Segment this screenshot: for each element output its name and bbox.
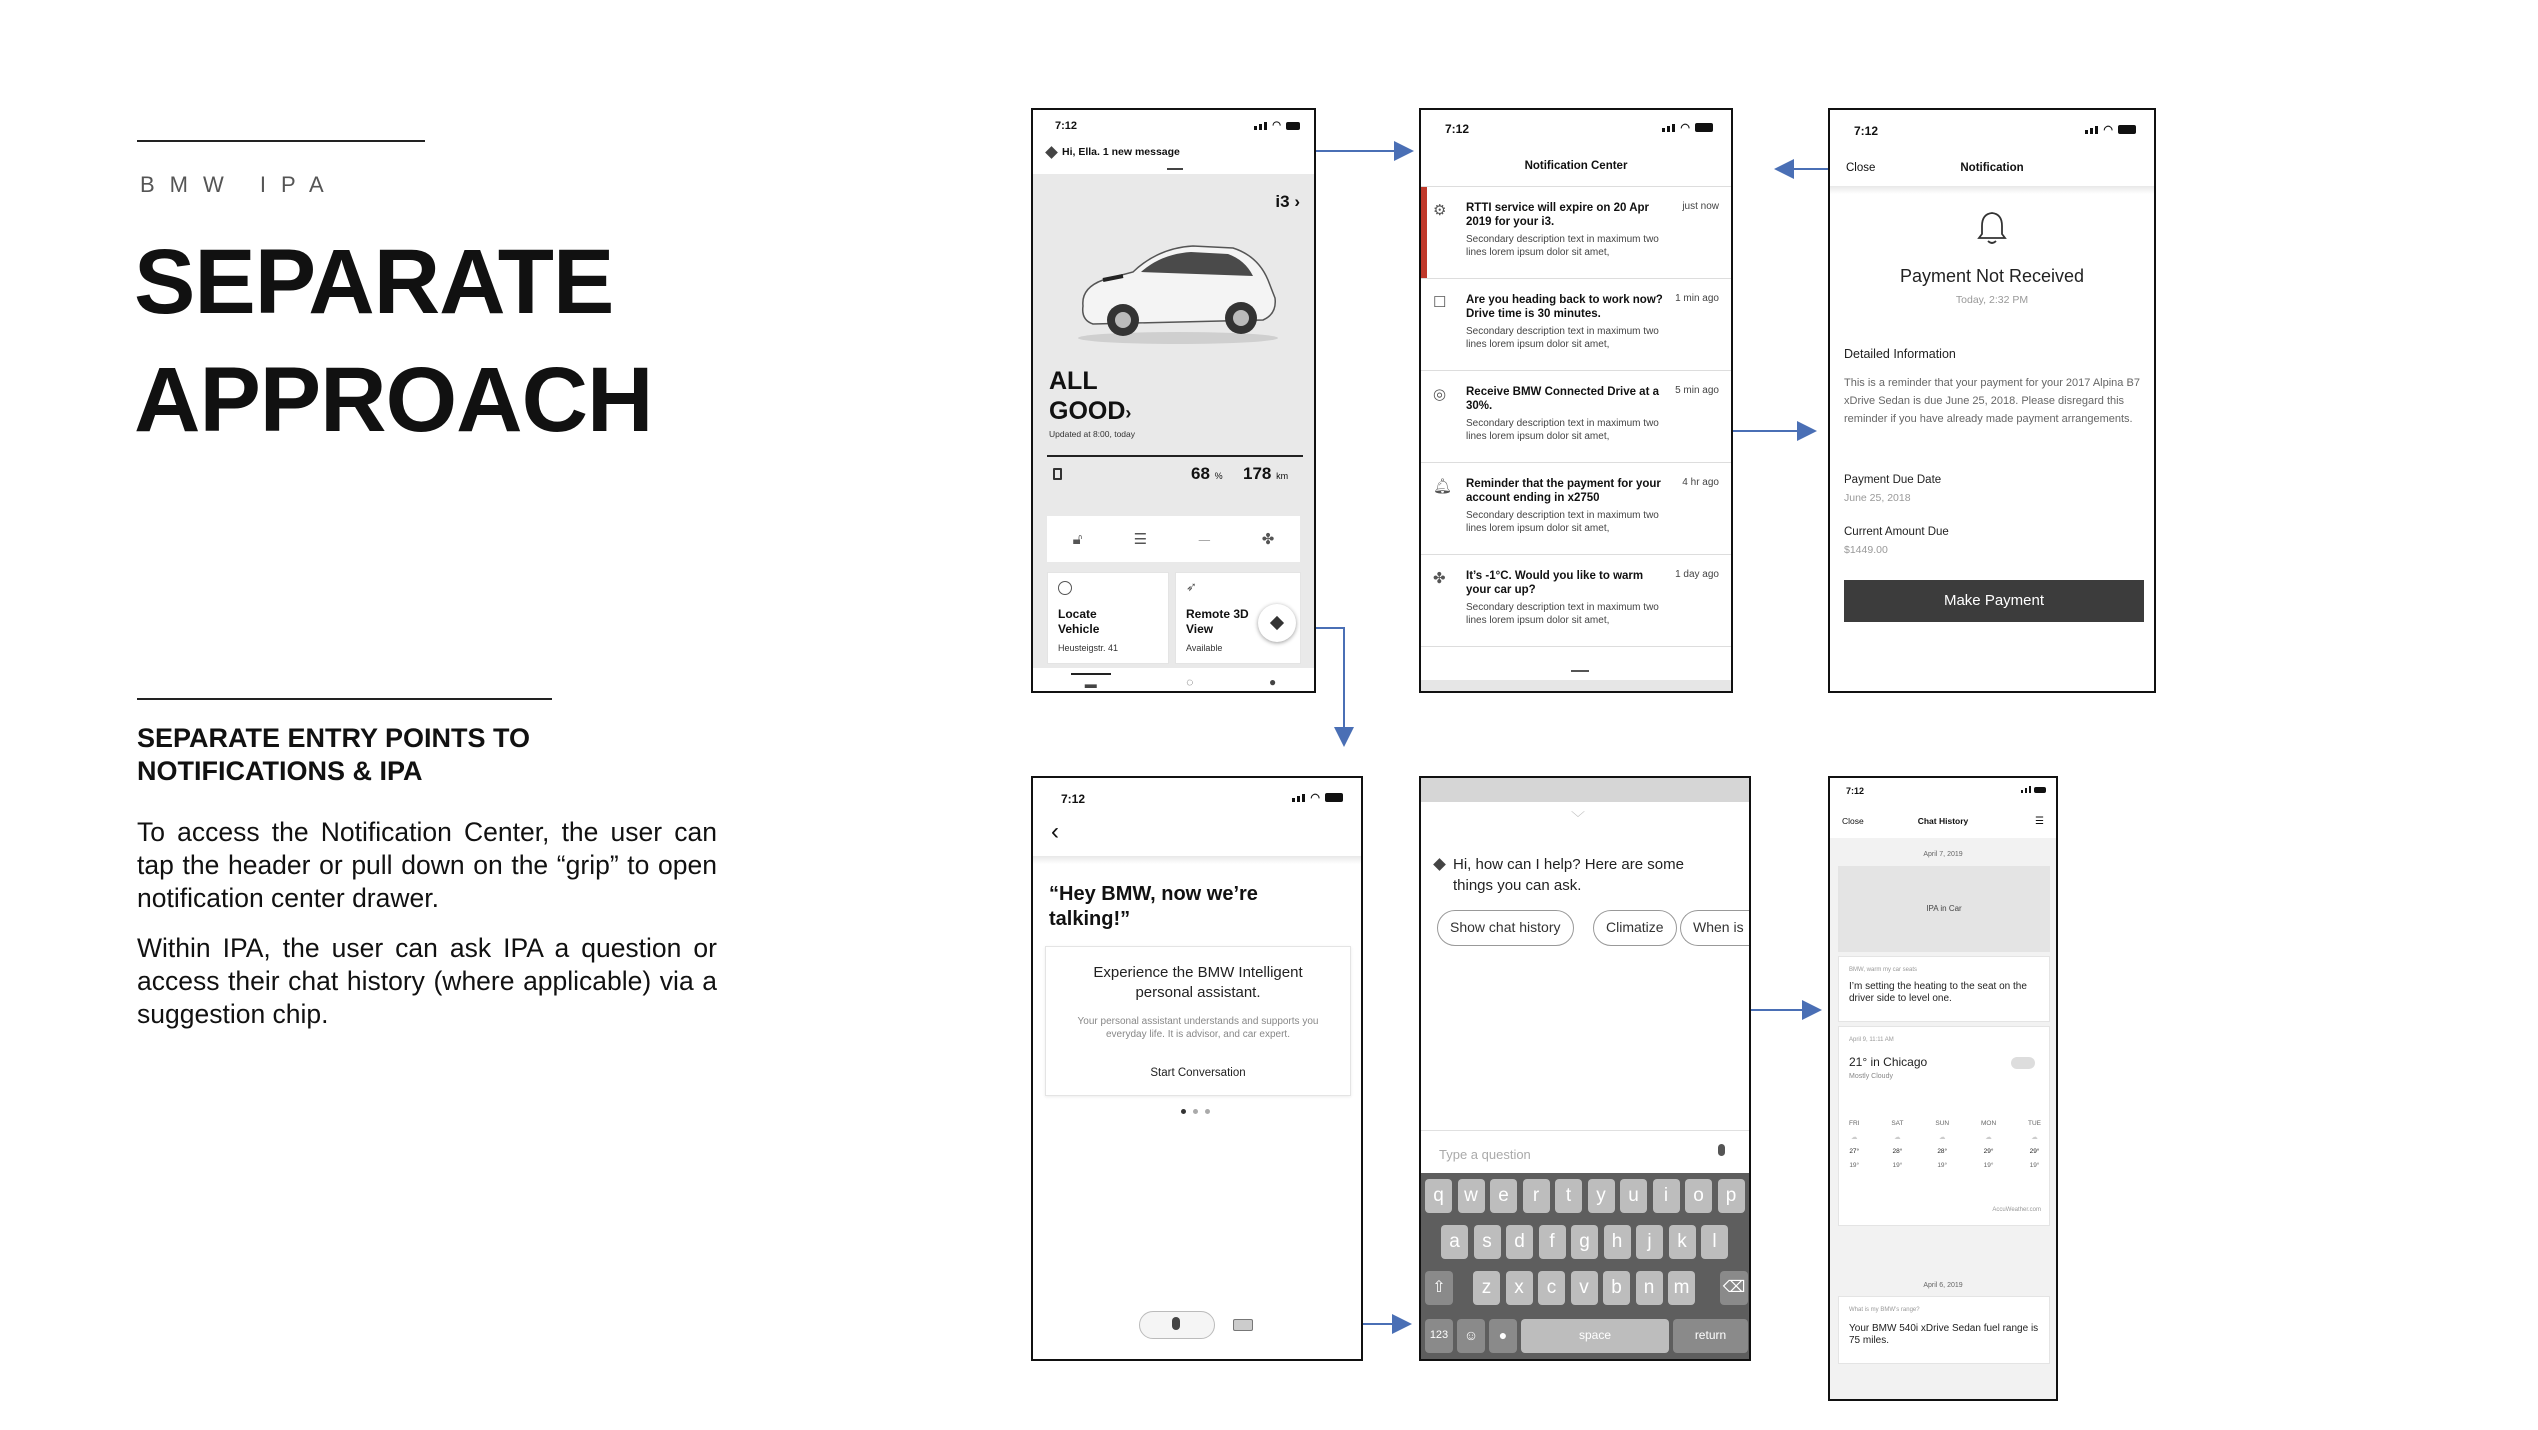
brand-label: BMW IPA [140, 172, 339, 197]
forecast-day: FRI ☁ 27° 19° [1849, 1120, 1860, 1169]
notification-time: 1 day ago [1675, 569, 1719, 580]
ipa-diamond-icon [1045, 146, 1058, 159]
chat-bubble-icon: ☐ [1433, 294, 1447, 311]
weather-icon: ☁ [1985, 1134, 1992, 1141]
key-r[interactable]: r [1523, 1179, 1550, 1213]
notification-time: 5 min ago [1675, 385, 1719, 396]
fan-icon[interactable]: ✤ [1261, 531, 1275, 548]
back-chevron-icon[interactable]: ‹ [1051, 818, 1059, 845]
key-d[interactable]: d [1506, 1225, 1533, 1259]
slide-title-line2: APPROACH [134, 349, 653, 451]
chip-climatize[interactable]: Climatize [1593, 910, 1677, 946]
detail-timestamp: Today, 2:32 PM [1955, 294, 2029, 306]
microphone-icon [1172, 1317, 1180, 1330]
key-b[interactable]: b [1603, 1271, 1630, 1305]
shift-key[interactable]: ⇧ [1425, 1271, 1453, 1305]
cloud-icon [2011, 1057, 2035, 1069]
status-headline: ALL GOOD› [1049, 367, 1132, 425]
notification-desc: Secondary description text in maximum two lines lorem ipsum dolor sit amet, [1466, 510, 1659, 534]
intro-card: Experience the BMW Intelligent personal assistant. Your personal assistant understands and supports you everyday life. It is advisor, and car expert. Start Conversation [1045, 946, 1351, 1096]
phone-notification-center: 7:12 ◠ Notification Center ⚙ RTTI service will expire on 20 Apr 2019 for your i3. just now Secondary description text in maximum two lines lorem ipsum dolor sit amet, ☐ Are you heading back to work now? Drive time is 30 minutes. 1 min ago Secondary description text in maximum two lines lorem ipsum dolor sit amet, ◎ Receive BMW Connected Drive at a 30%. 5 min ago Secondary description text in maximum two lines lorem ipsum dolor sit amet, 🔔︎ Reminder that the payment for your account ending in x2750 4 hr ago Secondary description text in maximum two lines lorem ipsum dolor sit amet, ✤ It’s -1°C. Would you like to warm your car up? 1 day ago Secondary description text in maximum two lines lorem ipsum dolor sit amet, [1419, 108, 1733, 693]
notification-desc: Secondary description text in maximum two lines lorem ipsum dolor sit amet, [1466, 326, 1659, 350]
notification-desc: Secondary description text in maximum two lines lorem ipsum dolor sit amet, [1466, 234, 1659, 258]
history-card-ipa[interactable]: IPA in Car [1838, 866, 2050, 952]
key-p[interactable]: p [1718, 1179, 1745, 1213]
climate-icon: ✤ [1433, 570, 1446, 587]
sheet-header [1421, 778, 1749, 802]
weather-icon: ☁ [1894, 1134, 1901, 1141]
mic-button[interactable] [1139, 1311, 1215, 1339]
key-j[interactable]: j [1636, 1225, 1663, 1259]
status-time: 7:12 [1061, 792, 1086, 806]
status-time: 7:12 [1846, 786, 1865, 796]
bottom-nav [1033, 668, 1314, 693]
key-o[interactable]: o [1685, 1179, 1712, 1213]
forecast-day: SUN ☁ 28° 19° [1935, 1120, 1950, 1169]
key-s[interactable]: s [1474, 1225, 1501, 1259]
notification-item[interactable] [1421, 187, 1731, 279]
close-link[interactable]: Close [1842, 816, 1864, 826]
key-x[interactable]: x [1506, 1271, 1533, 1305]
key-f[interactable]: f [1539, 1225, 1566, 1259]
forecast-day: MON ☁ 29° 19° [1980, 1120, 1997, 1169]
key-u[interactable]: u [1620, 1179, 1647, 1213]
notification-title: RTTI service will expire on 20 Apr 2019 for your i3. [1466, 202, 1650, 228]
bell-icon: 🔔︎ [1433, 478, 1453, 495]
ipa-diamond-icon [1270, 616, 1284, 630]
page-dots [1181, 1109, 1210, 1114]
phone-notification-detail: 7:12 ◠ Close Notification Payment Not Received Today, 2:32 PM Detailed Information This is a reminder that your payment for your 2017 Alpina B7 xDrive Sedan is due June 25, 2018. Please disregard this reminder if you have already made payment arrangements. Payment Due Date June 25, 2018 Current Amount Due $1449.00 Make Payment [1828, 108, 2156, 693]
unlock-icon[interactable]: 🔓︎ [1072, 530, 1083, 548]
amount-label: Current Amount Due [1844, 526, 1949, 538]
bell-icon [1977, 210, 2007, 246]
notification-title: Are you heading back to work now? Drive time is 30 minutes. [1466, 294, 1663, 320]
ipa-fab-button[interactable] [1258, 604, 1296, 642]
lights-icon[interactable]: ☰ [1133, 531, 1148, 548]
card-remote-3d-view[interactable]: ➶ Remote 3D View Available [1175, 572, 1301, 664]
return-key[interactable]: return [1673, 1319, 1748, 1353]
numbers-key[interactable]: 123 [1425, 1319, 1453, 1353]
chip-show-chat-history[interactable]: Show chat history [1437, 910, 1574, 946]
filter-icon[interactable]: ☰ [2035, 816, 2044, 827]
key-h[interactable]: h [1604, 1225, 1631, 1259]
alert-icon: ⚙ [1433, 202, 1447, 219]
status-time: 7:12 [1055, 120, 1078, 132]
paragraph-2: Within IPA, the user can ask IPA a question or access their chat history (where applicable) via a suggestion chip. [137, 933, 717, 1029]
nav-profile-icon[interactable]: ● [1268, 674, 1277, 689]
weather-icon: ☁ [2031, 1134, 2038, 1141]
drawer-grip[interactable] [1571, 670, 1589, 672]
notification-title: It’s -1°C. Would you like to warm your car up? [1466, 570, 1644, 596]
dictation-key[interactable]: ● [1489, 1319, 1517, 1353]
key-l[interactable]: l [1701, 1225, 1728, 1259]
keyboard-icon[interactable] [1233, 1319, 1253, 1331]
notification-desc: Secondary description text in maximum two lines lorem ipsum dolor sit amet, [1466, 602, 1659, 626]
notification-time: just now [1682, 201, 1719, 212]
notification-desc: Secondary description text in maximum two lines lorem ipsum dolor sit amet, [1466, 418, 1659, 442]
slide-subtitle: SEPARATE ENTRY POINTS TO NOTIFICATIONS & IPA [137, 723, 531, 786]
question-input[interactable]: Type a question [1439, 1147, 1531, 1162]
history-card-range[interactable]: What is my BMW’s range? Your BMW 540i xDrive Sedan fuel range is 75 miles. [1838, 1296, 2050, 1364]
forecast-grid [1849, 1117, 2041, 1173]
forecast-day: SAT ☁ 28° 19° [1891, 1120, 1904, 1169]
make-payment-button[interactable]: Make Payment [1844, 580, 2144, 622]
ipa-greeting: Hi, how can I help? Here are some things you can ask. [1453, 856, 1684, 894]
key-g[interactable]: g [1571, 1225, 1598, 1259]
key-t[interactable]: t [1555, 1179, 1582, 1213]
fuel-level: 68 % [1191, 464, 1223, 483]
fuel-icon [1053, 468, 1062, 480]
history-card-weather[interactable]: April 9, 11:11 AM 21° in Chicago Mostly Cloudy FRI ☁ 27° 19° SAT ☁ 28° 19° SUN ☁ 28° 19° MON ☁ 29° 19° TUE ☁ 29° 19° AccuWeather.com [1838, 1026, 2050, 1226]
forecast-day: TUE ☁ 29° 19° [2028, 1120, 2041, 1169]
phone-chat-history [1828, 776, 2058, 1401]
key-i[interactable]: i [1653, 1179, 1680, 1213]
key-q[interactable]: q [1425, 1179, 1452, 1213]
horn-icon[interactable]: ⏤ [1198, 530, 1211, 548]
paragraph-1: To access the Notification Center, the user can tap the header or pull down on the “grip” to open notification center drawer. [137, 817, 717, 913]
card-locate-vehicle[interactable]: Locate Vehicle Heusteigstr. 41 [1047, 572, 1169, 664]
keyboard [1421, 1173, 1749, 1361]
due-date-label: Payment Due Date [1844, 474, 1942, 486]
emoji-icon[interactable]: ☺ [1457, 1319, 1485, 1353]
updated-text: Updated at 8:00, today [1049, 429, 1136, 439]
weather-icon: ☁ [1938, 1134, 1946, 1141]
model-selector[interactable]: i3 › [1275, 192, 1300, 211]
key-n[interactable]: n [1636, 1271, 1663, 1305]
history-title: Chat History [1917, 816, 1969, 826]
notification-item[interactable] [1421, 555, 1731, 647]
key-w[interactable]: w [1458, 1179, 1485, 1213]
chip-when-is[interactable]: When is [1680, 910, 1751, 946]
key-k[interactable]: k [1669, 1225, 1696, 1259]
date-label: April 7, 2019 [1923, 851, 1963, 858]
header-message[interactable]: Hi, Ella. 1 new message [1047, 146, 1180, 158]
car-image [1063, 228, 1289, 348]
detail-title: Notification [1960, 162, 2024, 174]
space-key[interactable]: space [1521, 1319, 1669, 1353]
nav-car-icon[interactable]: ▬ [1071, 673, 1111, 691]
phone-home: 7:12 ◠ Hi, Ella. 1 new message i3 › ALL GOOD› Updated at 8:00, today 68 % 178 km 🔓︎ ☰ ⏤ ✤ Locate Vehicle Heusteigstr. 41 ➶ Remote 3D View Available ▬ ◌ ● [1031, 108, 1316, 693]
locate-icon [1058, 581, 1072, 595]
key-a[interactable]: a [1441, 1225, 1468, 1259]
microphone-icon[interactable] [1718, 1144, 1725, 1156]
key-m[interactable]: m [1668, 1271, 1695, 1305]
phone-ipa-intro: 7:12 ◠ ‹ “Hey BMW, now we’re talking!” Experience the BMW Intelligent personal assistant. Your personal assistant understands and supports you everyday life. It is advisor, and car expert. Start Conversation [1031, 776, 1363, 1361]
collapse-chevron-icon[interactable]: ﹀ [1571, 810, 1585, 826]
key-y[interactable]: y [1588, 1179, 1615, 1213]
date-label: April 6, 2019 [1923, 1282, 1963, 1289]
key-z[interactable]: z [1473, 1271, 1500, 1305]
notification-title: Receive BMW Connected Drive at a 30%. [1466, 386, 1660, 412]
history-card-seat[interactable]: BMW, warm my car seats I’m setting the heating to the seat on the driver side to level one. [1838, 956, 2050, 1022]
nav-location-icon[interactable]: ◌ [1186, 674, 1194, 689]
quick-actions [1047, 516, 1300, 562]
ipa-diamond-icon [1433, 858, 1446, 871]
detail-info-text: This is a reminder that your payment for your 2017 Alpina B7 xDrive Sedan is due June 25, 2018. Please disregard this reminder if you have already made payment arrangements. [1844, 377, 2140, 425]
rocket-icon: ➶ [1186, 579, 1197, 594]
delete-key[interactable]: ⌫ [1720, 1271, 1748, 1305]
amount-value: $1449.00 [1844, 544, 1888, 556]
key-c[interactable]: c [1538, 1271, 1565, 1305]
ipa-headline: “Hey BMW, now we’re talking!” [1049, 883, 1258, 930]
notification-title: Reminder that the payment for your account ending in x2750 [1466, 478, 1661, 504]
phone-ipa-chat [1419, 776, 1751, 1361]
close-link[interactable]: Close [1846, 162, 1876, 174]
detail-info-label: Detailed Information [1844, 347, 1956, 361]
notification-item[interactable] [1421, 371, 1731, 463]
notification-time: 1 min ago [1675, 293, 1719, 304]
notification-time: 4 hr ago [1682, 477, 1719, 488]
center-title: Notification Center [1524, 160, 1628, 172]
key-v[interactable]: v [1571, 1271, 1598, 1305]
detail-heading: Payment Not Received [1899, 266, 2085, 286]
bmw-logo-icon: ◎ [1433, 386, 1447, 403]
due-date-value: June 25, 2018 [1844, 492, 1911, 504]
start-conversation-link[interactable]: Start Conversation [1150, 1067, 1246, 1079]
weather-icon: ☁ [1850, 1134, 1858, 1141]
grip-handle[interactable] [1167, 168, 1183, 170]
status-time: 7:12 [1854, 124, 1879, 138]
notification-item[interactable] [1421, 463, 1731, 555]
range-value: 178 km [1243, 464, 1289, 483]
slide-title-line1: SEPARATE [134, 231, 614, 333]
key-e[interactable]: e [1490, 1179, 1517, 1213]
notification-item[interactable] [1421, 279, 1731, 371]
status-time: 7:12 [1445, 122, 1470, 136]
